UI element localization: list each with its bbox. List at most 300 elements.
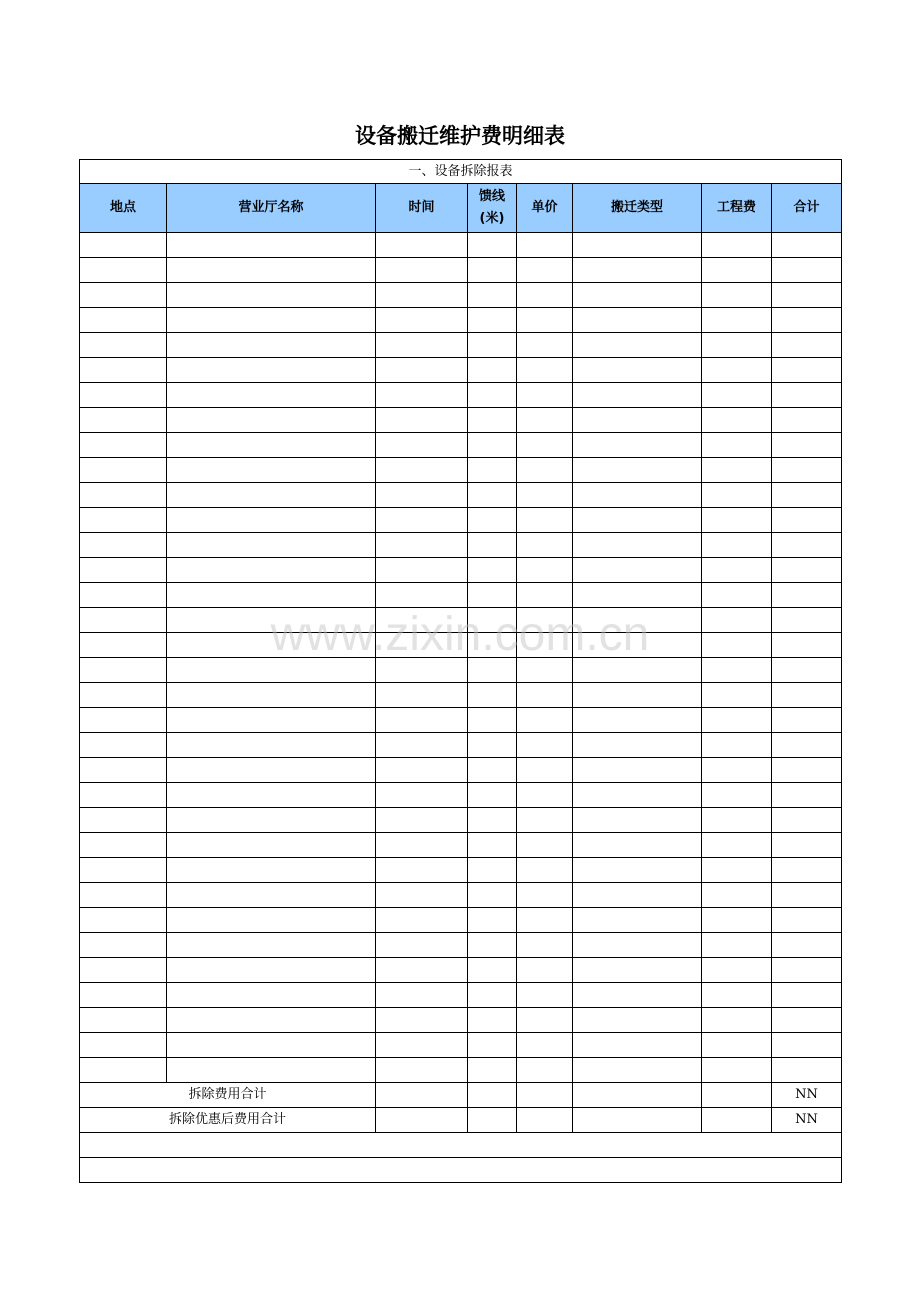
table-cell — [468, 508, 517, 533]
table-row — [80, 608, 842, 633]
cost-detail-table — [79, 159, 842, 1183]
table-cell — [772, 408, 842, 433]
table-cell — [468, 1083, 517, 1108]
table-cell — [702, 1108, 772, 1133]
table-cell — [702, 408, 772, 433]
table-cell — [517, 733, 573, 758]
column-header-unit-price: 单价 — [517, 184, 573, 233]
table-row — [80, 1008, 842, 1033]
table-cell — [80, 983, 167, 1008]
table-cell — [702, 658, 772, 683]
table-cell — [80, 858, 167, 883]
table-row — [80, 333, 842, 358]
table-cell — [573, 508, 702, 533]
total-row — [80, 1083, 842, 1108]
table-cell — [772, 1033, 842, 1058]
table-row — [80, 783, 842, 808]
table-cell — [573, 483, 702, 508]
table-cell — [376, 808, 468, 833]
table-cell — [167, 908, 376, 933]
table-cell — [80, 1033, 167, 1058]
table-cell — [167, 683, 376, 708]
table-cell — [573, 233, 702, 258]
table-cell — [167, 658, 376, 683]
table-cell — [80, 508, 167, 533]
table-cell — [80, 233, 167, 258]
table-cell — [702, 633, 772, 658]
table-cell — [772, 908, 842, 933]
table-cell — [702, 683, 772, 708]
table-cell — [376, 858, 468, 883]
table-cell — [517, 1108, 573, 1133]
table-cell — [772, 258, 842, 283]
table-row — [80, 1033, 842, 1058]
table-cell — [517, 608, 573, 633]
table-row — [80, 408, 842, 433]
total-row-label: 拆除优惠后费用合计 — [80, 1108, 376, 1133]
table-cell — [772, 658, 842, 683]
table-cell — [772, 333, 842, 358]
table-cell — [573, 733, 702, 758]
table-cell — [517, 883, 573, 908]
table-cell — [702, 283, 772, 308]
table-cell — [167, 758, 376, 783]
table-cell — [772, 758, 842, 783]
table-row — [80, 283, 842, 308]
table-cell — [517, 858, 573, 883]
total-row-value: NN — [772, 1083, 842, 1108]
table-cell — [376, 908, 468, 933]
table-cell — [573, 1008, 702, 1033]
table-cell — [573, 633, 702, 658]
table-cell — [772, 708, 842, 733]
table-cell — [468, 808, 517, 833]
table-cell — [517, 458, 573, 483]
table-cell — [80, 658, 167, 683]
column-header-feeder-line2: (米) — [479, 211, 505, 226]
table-cell — [167, 1033, 376, 1058]
table-cell — [517, 383, 573, 408]
table-cell — [772, 433, 842, 458]
table-cell — [702, 833, 772, 858]
table-cell — [517, 1083, 573, 1108]
table-cell — [573, 358, 702, 383]
table-cell — [517, 808, 573, 833]
table-cell — [772, 383, 842, 408]
table-cell — [517, 933, 573, 958]
total-row — [80, 1108, 842, 1133]
table-row — [80, 483, 842, 508]
table-cell — [573, 783, 702, 808]
table-cell — [517, 633, 573, 658]
table-cell — [517, 408, 573, 433]
table-cell — [80, 808, 167, 833]
table-cell — [517, 758, 573, 783]
table-cell — [517, 483, 573, 508]
table-cell — [167, 483, 376, 508]
blank-cell — [80, 1158, 842, 1183]
table-cell — [167, 958, 376, 983]
table-cell — [468, 983, 517, 1008]
table-row — [80, 858, 842, 883]
table-cell — [376, 408, 468, 433]
table-cell — [80, 733, 167, 758]
table-cell — [702, 1033, 772, 1058]
blank-row — [80, 1133, 842, 1158]
table-cell — [468, 958, 517, 983]
table-cell — [772, 1008, 842, 1033]
table-cell — [573, 808, 702, 833]
total-row-label: 拆除费用合计 — [80, 1083, 376, 1108]
table-cell — [772, 483, 842, 508]
table-cell — [376, 383, 468, 408]
table-cell — [702, 1083, 772, 1108]
table-cell — [772, 358, 842, 383]
table-cell — [167, 983, 376, 1008]
table-cell — [702, 1008, 772, 1033]
table-cell — [772, 683, 842, 708]
section-title: 一、设备拆除报表 — [80, 160, 842, 184]
table-cell — [468, 258, 517, 283]
table-cell — [167, 433, 376, 458]
table-cell — [80, 283, 167, 308]
table-cell — [702, 233, 772, 258]
table-cell — [376, 833, 468, 858]
table-cell — [376, 658, 468, 683]
table-row — [80, 633, 842, 658]
table-cell — [468, 583, 517, 608]
table-cell — [376, 608, 468, 633]
table-cell — [573, 1058, 702, 1083]
table-cell — [80, 383, 167, 408]
table-cell — [517, 983, 573, 1008]
table-header-row — [80, 184, 842, 233]
table-cell — [167, 408, 376, 433]
table-cell — [80, 458, 167, 483]
table-cell — [702, 483, 772, 508]
table-cell — [468, 633, 517, 658]
table-cell — [80, 1058, 167, 1083]
table-cell — [702, 708, 772, 733]
column-header-feeder — [468, 184, 517, 233]
table-cell — [376, 1033, 468, 1058]
table-cell — [772, 883, 842, 908]
table-cell — [517, 333, 573, 358]
table-cell — [517, 683, 573, 708]
table-cell — [167, 633, 376, 658]
table-cell — [468, 533, 517, 558]
table-cell — [468, 658, 517, 683]
table-row — [80, 808, 842, 833]
table-cell — [376, 933, 468, 958]
table-cell — [702, 958, 772, 983]
table-cell — [573, 1033, 702, 1058]
blank-row — [80, 1158, 842, 1183]
table-cell — [573, 908, 702, 933]
table-cell — [772, 608, 842, 633]
table-cell — [702, 758, 772, 783]
table-cell — [702, 433, 772, 458]
table-cell — [376, 1083, 468, 1108]
table-cell — [80, 758, 167, 783]
table-cell — [167, 858, 376, 883]
table-cell — [468, 333, 517, 358]
table-cell — [573, 533, 702, 558]
column-header-total: 合计 — [772, 184, 842, 233]
section-title-row — [80, 160, 842, 184]
table-cell — [167, 1008, 376, 1033]
table-cell — [80, 533, 167, 558]
table-cell — [80, 908, 167, 933]
table-cell — [573, 1108, 702, 1133]
table-cell — [517, 708, 573, 733]
table-cell — [573, 408, 702, 433]
table-cell — [376, 583, 468, 608]
table-cell — [376, 233, 468, 258]
table-cell — [573, 958, 702, 983]
table-cell — [468, 758, 517, 783]
table-cell — [468, 1108, 517, 1133]
table-cell — [80, 358, 167, 383]
table-cell — [772, 283, 842, 308]
table-cell — [702, 908, 772, 933]
table-cell — [772, 933, 842, 958]
table-cell — [468, 233, 517, 258]
table-cell — [573, 933, 702, 958]
table-cell — [80, 683, 167, 708]
table-cell — [167, 783, 376, 808]
table-cell — [702, 258, 772, 283]
table-cell — [573, 683, 702, 708]
table-row — [80, 583, 842, 608]
table-cell — [702, 508, 772, 533]
table-cell — [376, 1108, 468, 1133]
table-cell — [702, 583, 772, 608]
table-cell — [772, 858, 842, 883]
table-cell — [702, 933, 772, 958]
table-cell — [376, 883, 468, 908]
table-cell — [702, 333, 772, 358]
table-cell — [468, 933, 517, 958]
table-row — [80, 758, 842, 783]
table-cell — [80, 708, 167, 733]
table-cell — [772, 533, 842, 558]
table-cell — [376, 308, 468, 333]
table-cell — [573, 558, 702, 583]
table-cell — [468, 833, 517, 858]
table-cell — [376, 558, 468, 583]
table-cell — [573, 1083, 702, 1108]
table-cell — [80, 333, 167, 358]
table-cell — [167, 283, 376, 308]
table-cell — [468, 283, 517, 308]
table-row — [80, 433, 842, 458]
table-cell — [517, 308, 573, 333]
table-cell — [167, 258, 376, 283]
table-row — [80, 658, 842, 683]
table-cell — [517, 833, 573, 858]
table-cell — [376, 758, 468, 783]
table-row — [80, 308, 842, 333]
table-cell — [702, 983, 772, 1008]
table-cell — [376, 733, 468, 758]
table-cell — [468, 783, 517, 808]
table-cell — [517, 1033, 573, 1058]
table-row — [80, 383, 842, 408]
table-cell — [517, 433, 573, 458]
table-row — [80, 708, 842, 733]
table-cell — [468, 883, 517, 908]
table-cell — [376, 983, 468, 1008]
table-cell — [468, 383, 517, 408]
table-cell — [772, 808, 842, 833]
table-cell — [376, 958, 468, 983]
table-cell — [702, 883, 772, 908]
table-cell — [468, 858, 517, 883]
table-cell — [80, 608, 167, 633]
table-row — [80, 908, 842, 933]
table-cell — [772, 508, 842, 533]
table-cell — [376, 783, 468, 808]
table-cell — [772, 733, 842, 758]
table-cell — [80, 558, 167, 583]
table-cell — [702, 458, 772, 483]
table-cell — [468, 1008, 517, 1033]
table-cell — [167, 608, 376, 633]
table-cell — [376, 483, 468, 508]
table-row — [80, 883, 842, 908]
table-cell — [80, 933, 167, 958]
table-cell — [376, 708, 468, 733]
table-cell — [702, 858, 772, 883]
table-cell — [167, 383, 376, 408]
table-cell — [772, 583, 842, 608]
table-cell — [468, 308, 517, 333]
table-cell — [376, 258, 468, 283]
table-cell — [167, 533, 376, 558]
table-cell — [376, 333, 468, 358]
table-cell — [573, 258, 702, 283]
table-row — [80, 933, 842, 958]
table-cell — [80, 883, 167, 908]
table-cell — [772, 633, 842, 658]
table-cell — [517, 1008, 573, 1033]
table-cell — [517, 233, 573, 258]
table-cell — [167, 833, 376, 858]
table-cell — [517, 658, 573, 683]
table-cell — [517, 358, 573, 383]
table-cell — [772, 983, 842, 1008]
table-cell — [517, 508, 573, 533]
table-cell — [573, 883, 702, 908]
table-cell — [376, 533, 468, 558]
document-title: 设备搬迁维护费明细表 — [355, 123, 565, 148]
table-cell — [517, 958, 573, 983]
table-cell — [702, 383, 772, 408]
column-header-feeder-line1: 馈线 — [478, 189, 505, 204]
table-cell — [80, 408, 167, 433]
table-cell — [167, 458, 376, 483]
table-row — [80, 508, 842, 533]
table-cell — [167, 583, 376, 608]
table-cell — [167, 708, 376, 733]
table-cell — [573, 333, 702, 358]
table-cell — [573, 858, 702, 883]
table-cell — [573, 608, 702, 633]
table-row — [80, 558, 842, 583]
table-cell — [517, 258, 573, 283]
table-cell — [772, 458, 842, 483]
table-cell — [376, 283, 468, 308]
table-cell — [80, 433, 167, 458]
table-cell — [517, 1058, 573, 1083]
table-cell — [468, 708, 517, 733]
column-header-location: 地点 — [80, 184, 167, 233]
table-cell — [468, 558, 517, 583]
table-cell — [468, 608, 517, 633]
table-cell — [702, 808, 772, 833]
table-cell — [573, 758, 702, 783]
table-cell — [772, 308, 842, 333]
table-cell — [573, 308, 702, 333]
table-cell — [376, 508, 468, 533]
column-header-engineering-fee: 工程费 — [702, 184, 772, 233]
table-cell — [702, 558, 772, 583]
table-cell — [80, 258, 167, 283]
table-cell — [573, 983, 702, 1008]
table-cell — [772, 233, 842, 258]
table-cell — [517, 558, 573, 583]
table-row — [80, 533, 842, 558]
table-cell — [517, 908, 573, 933]
table-cell — [80, 783, 167, 808]
table-row — [80, 733, 842, 758]
table-row — [80, 233, 842, 258]
table-cell — [468, 358, 517, 383]
table-cell — [702, 608, 772, 633]
table-row — [80, 958, 842, 983]
table-row — [80, 258, 842, 283]
table-row — [80, 983, 842, 1008]
table-cell — [517, 783, 573, 808]
table-cell — [167, 333, 376, 358]
table-cell — [167, 733, 376, 758]
table-cell — [573, 383, 702, 408]
table-cell — [80, 1008, 167, 1033]
table-cell — [573, 708, 702, 733]
table-cell — [772, 958, 842, 983]
watermark: www.zixin.com.cn — [270, 608, 650, 661]
table-cell — [376, 433, 468, 458]
table-cell — [376, 633, 468, 658]
table-row — [80, 458, 842, 483]
table-cell — [80, 633, 167, 658]
table-cell — [468, 483, 517, 508]
table-cell — [772, 833, 842, 858]
table-cell — [167, 808, 376, 833]
table-cell — [376, 358, 468, 383]
table-cell — [702, 533, 772, 558]
table-cell — [468, 733, 517, 758]
table-cell — [167, 933, 376, 958]
table-cell — [468, 1033, 517, 1058]
table-cell — [167, 558, 376, 583]
table-cell — [376, 1008, 468, 1033]
table-cell — [573, 583, 702, 608]
column-header-time: 时间 — [376, 184, 468, 233]
table-row — [80, 833, 842, 858]
table-cell — [772, 1058, 842, 1083]
